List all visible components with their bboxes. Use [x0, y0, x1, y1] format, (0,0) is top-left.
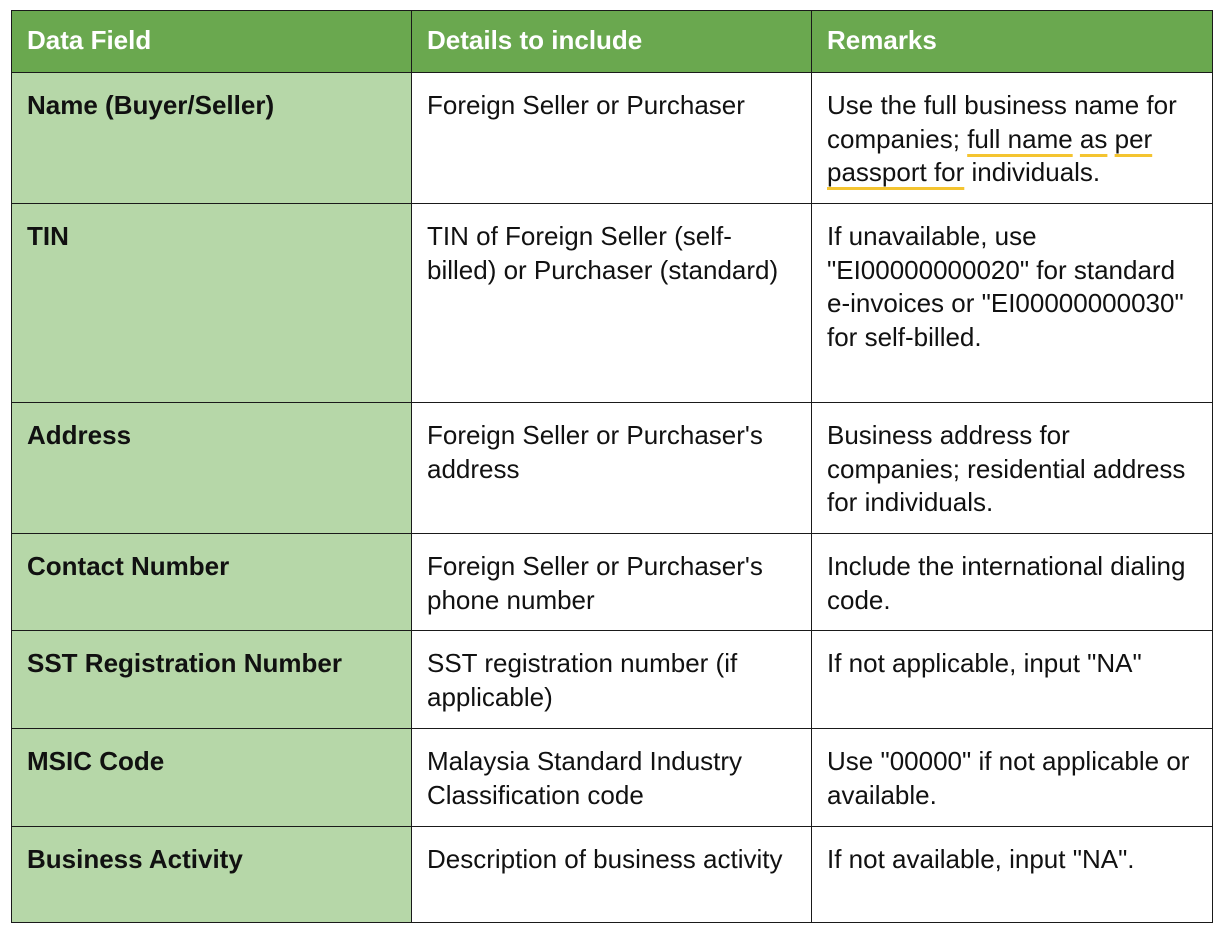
remarks-cell: Include the international dialing code.	[812, 534, 1213, 631]
details-cell: Foreign Seller or Purchaser's address	[412, 403, 812, 534]
table-row	[12, 403, 1213, 534]
remarks-space	[1073, 124, 1080, 154]
field-name-cell: SST Registration Number	[12, 631, 412, 729]
remarks-text: Use the full business name for companies;	[827, 90, 1177, 154]
remarks-cell: If unavailable, use "EI00000000020" for standard e-invoices or "EI00000000030" for self-billed.	[812, 204, 1213, 403]
details-cell: Description of business activity	[412, 827, 812, 923]
table-header-row	[12, 11, 1213, 73]
remarks-text: individuals.	[964, 157, 1101, 187]
field-name-cell: TIN	[12, 204, 412, 403]
table-row	[12, 827, 1213, 923]
field-name-cell: Name (Buyer/Seller)	[12, 73, 412, 204]
field-name-cell: Contact Number	[12, 534, 412, 631]
header-data-field: Data Field	[12, 11, 412, 73]
field-name-cell: Business Activity	[12, 827, 412, 923]
header-remarks: Remarks	[812, 11, 1213, 73]
field-name-cell: Address	[12, 403, 412, 534]
field-name-cell: MSIC Code	[12, 729, 412, 827]
table-row	[12, 534, 1213, 631]
spellcheck-marked-text[interactable]: as	[1079, 123, 1108, 154]
table-row	[12, 204, 1213, 403]
remarks-cell	[812, 73, 1213, 204]
remarks-cell: Use "00000" if not applicable or available.	[812, 729, 1213, 827]
spellcheck-marked-text[interactable]: full name	[967, 123, 1073, 154]
details-cell: Foreign Seller or Purchaser	[412, 73, 812, 204]
header-details-to-include: Details to include	[412, 11, 812, 73]
remarks-cell: If not applicable, input "NA"	[812, 631, 1213, 729]
details-cell: Malaysia Standard Industry Classification code	[412, 729, 812, 827]
details-cell: TIN of Foreign Seller (self-billed) or Purchaser (standard)	[412, 204, 812, 403]
spellcheck-marked-text[interactable]: per	[1114, 123, 1153, 154]
remarks-cell: If not available, input "NA".	[812, 827, 1213, 923]
spellcheck-marked-text[interactable]: passport for	[827, 157, 965, 187]
table-row	[12, 73, 1213, 204]
details-cell: SST registration number (if applicable)	[412, 631, 812, 729]
table-row	[12, 631, 1213, 729]
remarks-space	[1107, 124, 1114, 154]
table-row	[12, 729, 1213, 827]
remarks-cell: Business address for companies; residential address for individuals.	[812, 403, 1213, 534]
details-cell: Foreign Seller or Purchaser's phone number	[412, 534, 812, 631]
data-fields-table	[11, 10, 1213, 923]
